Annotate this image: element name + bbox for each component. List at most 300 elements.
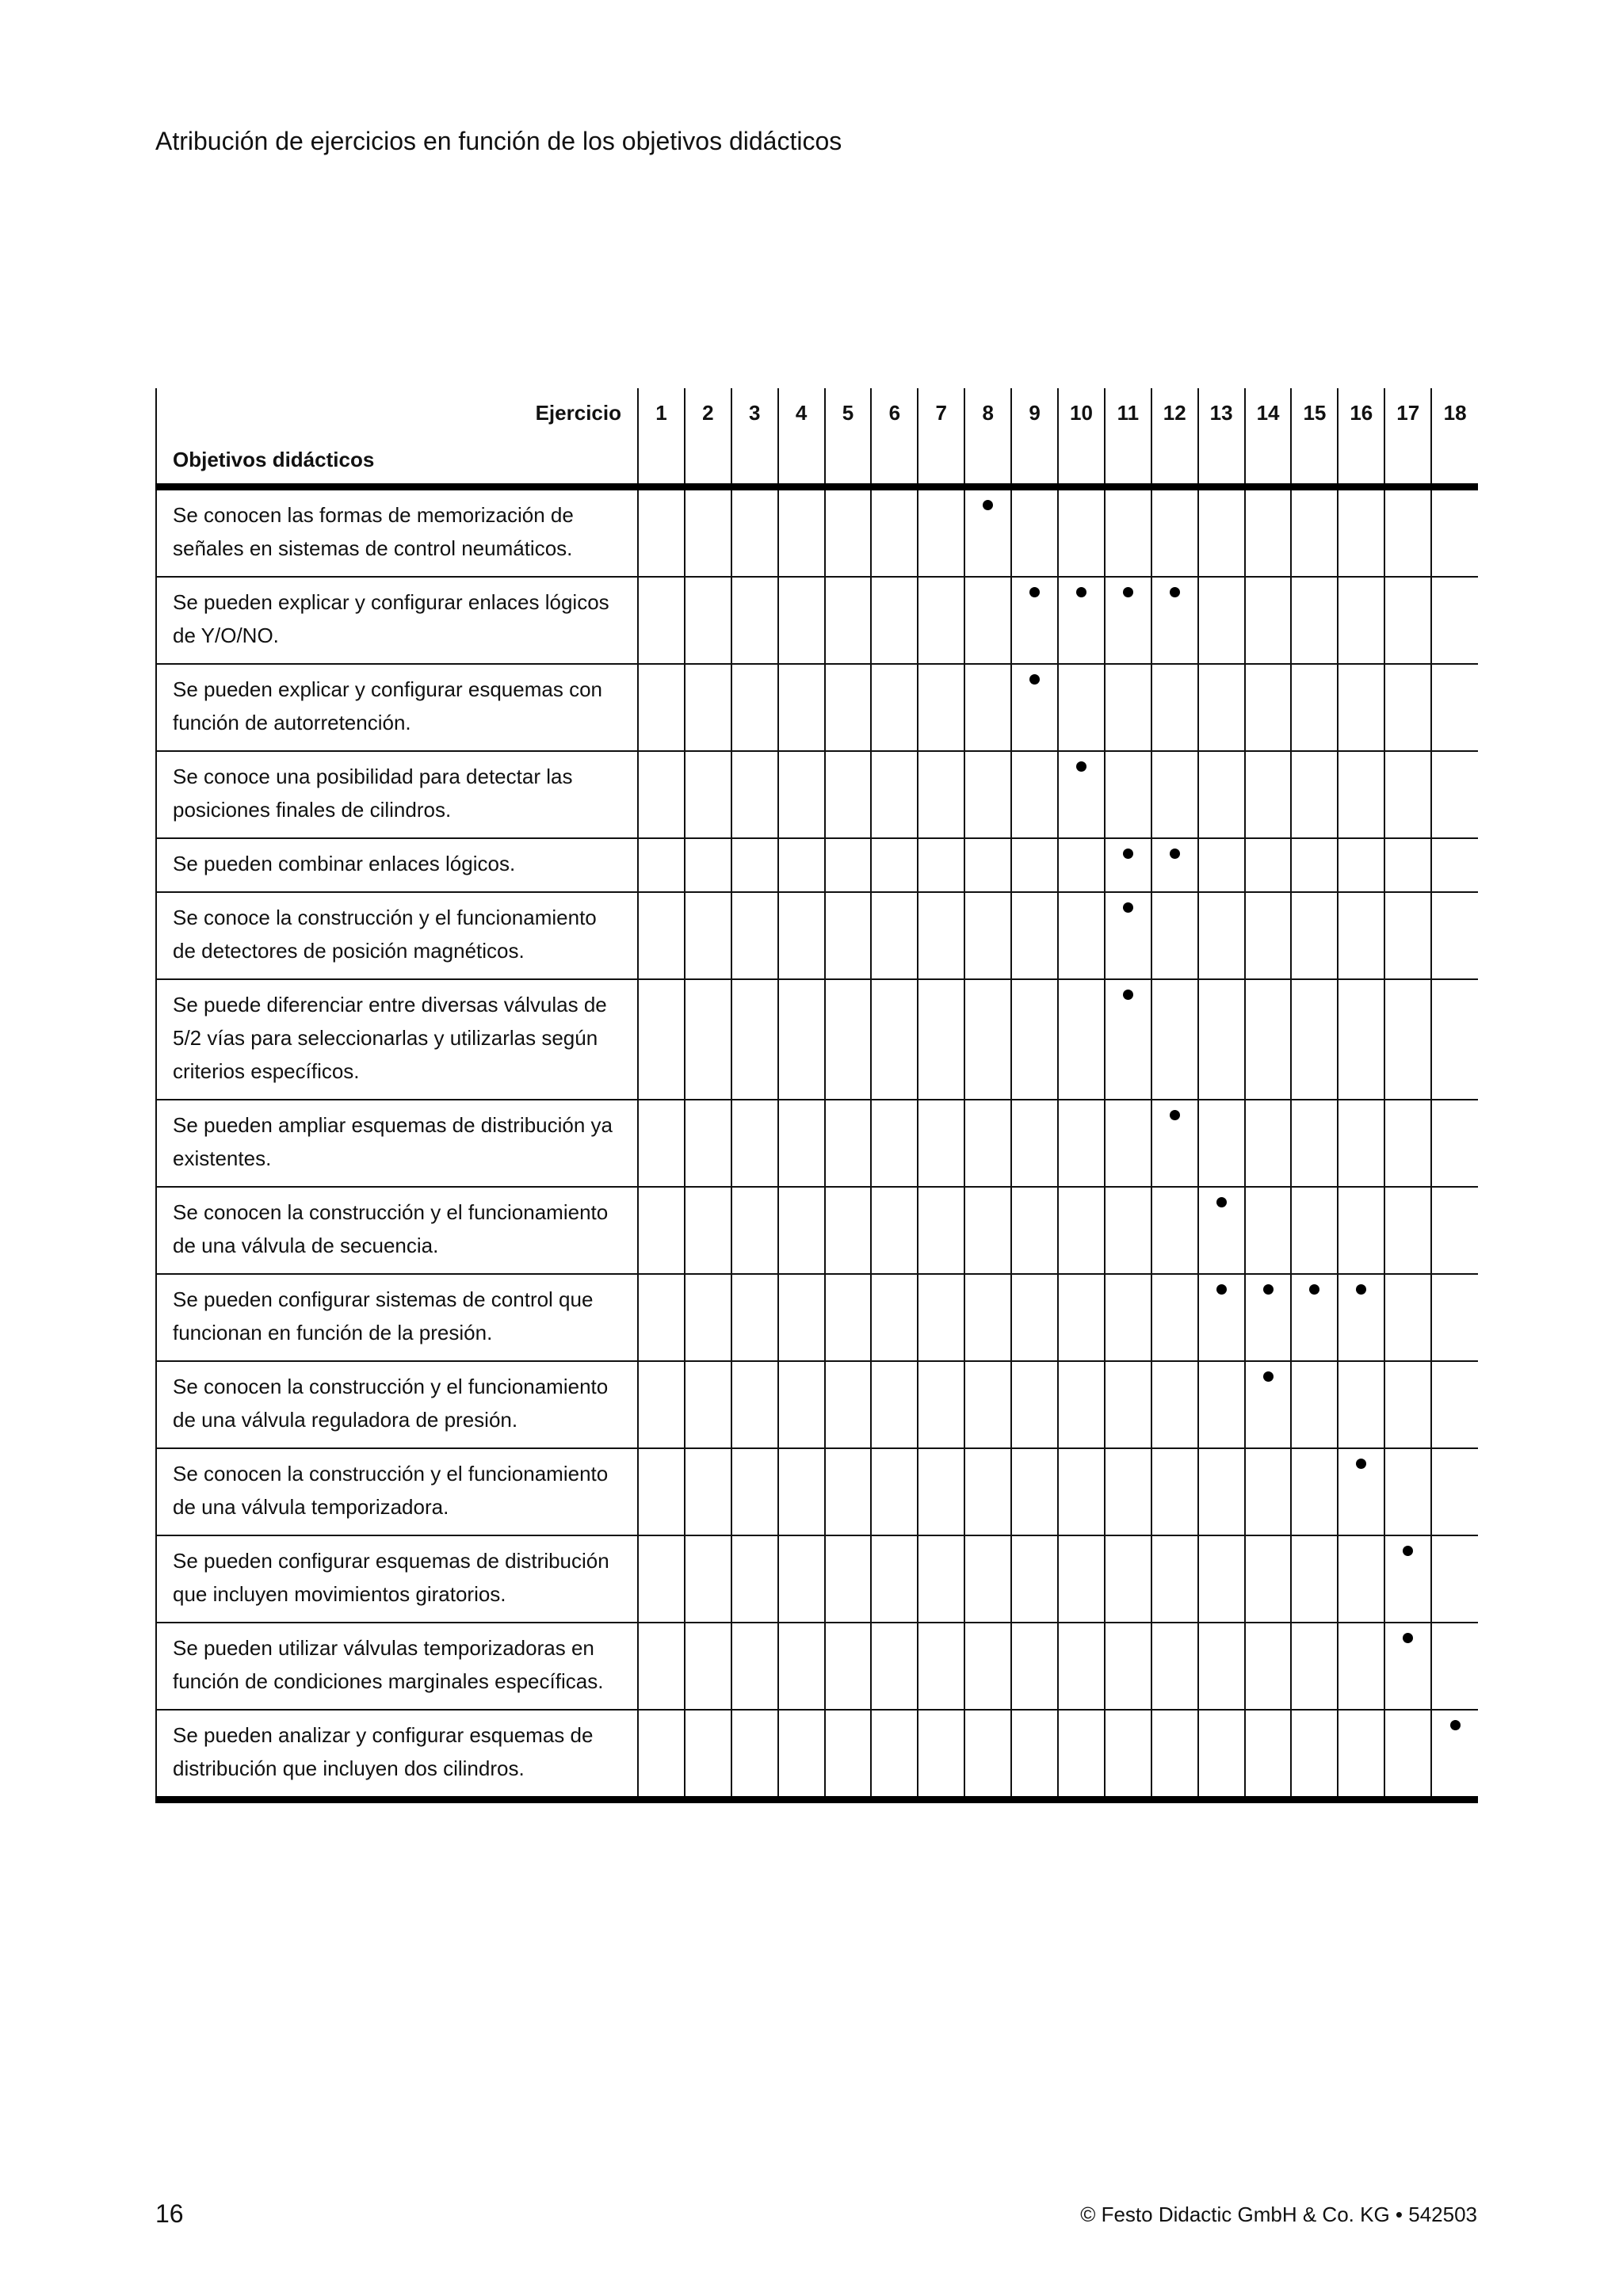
exercise-cell (1011, 577, 1058, 664)
exercise-cell (1058, 751, 1105, 838)
exercise-cell (825, 1187, 872, 1274)
exercise-cell (1151, 486, 1198, 577)
exercise-cell (1338, 751, 1384, 838)
exercise-cell (685, 486, 731, 577)
assignment-dot-icon (983, 500, 993, 510)
exercise-cell (964, 577, 1011, 664)
exercise-cell (1198, 751, 1245, 838)
exercise-cell (1384, 1710, 1431, 1800)
exercise-cell (1384, 1361, 1431, 1448)
objective-text: Se conoce la construcción y el funcionamiento de detectores de posición magnéticos. (156, 892, 638, 979)
table-row (156, 1535, 1478, 1623)
exercise-cell (825, 486, 872, 577)
exercise-cell (1245, 577, 1292, 664)
exercise-cell (871, 1361, 918, 1448)
objective-text: Se pueden ampliar esquemas de distribución ya existentes. (156, 1100, 638, 1187)
exercise-cell (731, 979, 778, 1100)
exercise-cell (638, 577, 685, 664)
assignment-dot-icon (1076, 587, 1086, 597)
exercise-cell (1151, 1710, 1198, 1800)
assignment-dot-icon (1029, 587, 1040, 597)
exercise-cell (1291, 1274, 1338, 1361)
exercise-cell (1245, 1535, 1292, 1623)
exercise-cell (778, 892, 825, 979)
exercise-number-header: 2 (685, 388, 731, 486)
exercise-number-header: 1 (638, 388, 685, 486)
exercise-cell (825, 577, 872, 664)
exercise-cell (1058, 1710, 1105, 1800)
exercise-cell (964, 1274, 1011, 1361)
assignment-dot-icon (1403, 1546, 1413, 1556)
assignment-dot-icon (1170, 1110, 1180, 1120)
exercise-cell (1151, 1361, 1198, 1448)
assignment-dot-icon (1309, 1284, 1319, 1295)
exercise-number-header: 10 (1058, 388, 1105, 486)
exercise-cell (1431, 1361, 1478, 1448)
exercise-cell (964, 1448, 1011, 1535)
exercise-cell (638, 1100, 685, 1187)
exercise-cell (918, 1448, 964, 1535)
exercise-cell (825, 1710, 872, 1800)
exercise-cell (825, 1448, 872, 1535)
header-corner-cell (156, 388, 638, 486)
exercise-cell (1291, 838, 1338, 892)
exercise-cell (871, 486, 918, 577)
exercise-cell (1151, 1274, 1198, 1361)
exercise-cell (1105, 1187, 1151, 1274)
exercise-cell (685, 1187, 731, 1274)
exercise-cell (685, 1100, 731, 1187)
exercise-cell (731, 577, 778, 664)
exercise-cell (1291, 664, 1338, 751)
exercise-cell (1151, 751, 1198, 838)
exercise-cell (685, 1623, 731, 1710)
copyright-notice: © Festo Didactic GmbH & Co. KG • 542503 (1080, 2203, 1477, 2226)
exercise-cell (1384, 664, 1431, 751)
exercise-cell (918, 838, 964, 892)
exercise-header: Ejercicio (535, 401, 621, 425)
exercise-cell (1198, 1361, 1245, 1448)
exercise-cell (1245, 486, 1292, 577)
exercise-cell (871, 1448, 918, 1535)
exercise-cell (638, 751, 685, 838)
exercise-cell (825, 1100, 872, 1187)
objectives-header: Objetivos didácticos (173, 447, 375, 471)
exercise-cell (1011, 1623, 1058, 1710)
exercise-cell (638, 979, 685, 1100)
exercise-cell (918, 1361, 964, 1448)
exercise-cell (778, 577, 825, 664)
exercise-cell (1431, 1100, 1478, 1187)
exercise-cell (1338, 1361, 1384, 1448)
objective-text: Se conocen la construcción y el funcionamiento de una válvula de secuencia. (156, 1187, 638, 1274)
exercise-cell (871, 664, 918, 751)
exercise-cell (685, 577, 731, 664)
exercise-cell (1105, 838, 1151, 892)
exercise-cell (731, 1623, 778, 1710)
exercise-cell (918, 1187, 964, 1274)
exercise-cell (1431, 751, 1478, 838)
exercise-cell (1384, 1187, 1431, 1274)
objective-text: Se conocen la construcción y el funcionamiento de una válvula temporizadora. (156, 1448, 638, 1535)
exercise-number-header: 14 (1245, 388, 1292, 486)
exercise-cell (964, 1710, 1011, 1800)
assignment-dot-icon (1170, 849, 1180, 859)
exercise-cell (1058, 1448, 1105, 1535)
exercise-cell (731, 1361, 778, 1448)
exercise-cell (1011, 486, 1058, 577)
exercise-cell (1058, 892, 1105, 979)
exercise-cell (1105, 979, 1151, 1100)
exercise-cell (731, 664, 778, 751)
exercise-cell (731, 486, 778, 577)
exercise-number-header: 4 (778, 388, 825, 486)
exercise-cell (871, 1274, 918, 1361)
exercise-number-header: 9 (1011, 388, 1058, 486)
exercise-number-header: 17 (1384, 388, 1431, 486)
exercise-cell (1338, 1623, 1384, 1710)
exercise-cell (1198, 1100, 1245, 1187)
exercise-cell (1338, 1535, 1384, 1623)
exercise-cell (1338, 838, 1384, 892)
exercise-cell (1384, 1535, 1431, 1623)
table-row (156, 1448, 1478, 1535)
exercise-cell (1198, 979, 1245, 1100)
objective-text: Se pueden configurar esquemas de distribución que incluyen movimientos giratorios. (156, 1535, 638, 1623)
exercise-cell (1431, 1535, 1478, 1623)
exercise-cell (1151, 1448, 1198, 1535)
exercise-number-header: 8 (964, 388, 1011, 486)
exercise-number-header: 5 (825, 388, 872, 486)
exercise-cell (685, 1535, 731, 1623)
exercise-cell (778, 838, 825, 892)
exercise-cell (1291, 979, 1338, 1100)
exercise-cell (1105, 1361, 1151, 1448)
exercise-cell (685, 1274, 731, 1361)
exercise-cell (1105, 577, 1151, 664)
exercise-cell (638, 486, 685, 577)
exercise-number-header: 11 (1105, 388, 1151, 486)
exercise-cell (1245, 751, 1292, 838)
exercise-cell (685, 979, 731, 1100)
exercise-cell (1291, 1710, 1338, 1800)
exercise-cell (1291, 751, 1338, 838)
exercise-number-header: 16 (1338, 388, 1384, 486)
assignment-dot-icon (1076, 761, 1086, 772)
table-row (156, 1100, 1478, 1187)
exercise-cell (1198, 1623, 1245, 1710)
exercise-cell (731, 892, 778, 979)
exercise-cell (825, 1623, 872, 1710)
objective-text: Se conoce una posibilidad para detectar las posiciones finales de cilindros. (156, 751, 638, 838)
exercise-cell (1011, 1187, 1058, 1274)
exercise-cell (1384, 751, 1431, 838)
exercise-cell (1105, 664, 1151, 751)
exercise-number-header: 13 (1198, 388, 1245, 486)
exercise-cell (1431, 1448, 1478, 1535)
assignment-dot-icon (1123, 902, 1133, 913)
exercise-cell (1151, 892, 1198, 979)
table-row (156, 838, 1478, 892)
exercise-cell (638, 1448, 685, 1535)
exercise-cell (1245, 1361, 1292, 1448)
exercise-cell (778, 1100, 825, 1187)
table-row (156, 1361, 1478, 1448)
exercise-cell (1058, 1623, 1105, 1710)
exercise-cell (1011, 1274, 1058, 1361)
exercise-cell (1431, 979, 1478, 1100)
exercise-number-header: 6 (871, 388, 918, 486)
exercise-cell (918, 1623, 964, 1710)
exercise-cell (1011, 892, 1058, 979)
exercise-cell (638, 1361, 685, 1448)
exercise-cell (1338, 892, 1384, 979)
exercise-cell (778, 1361, 825, 1448)
exercise-cell (1431, 1274, 1478, 1361)
exercise-cell (825, 664, 872, 751)
exercise-cell (731, 838, 778, 892)
exercise-cell (1151, 1535, 1198, 1623)
exercise-cell (1245, 1100, 1292, 1187)
exercise-cell (1431, 577, 1478, 664)
exercise-cell (1058, 1535, 1105, 1623)
exercise-cell (1105, 1623, 1151, 1710)
exercise-cell (1431, 838, 1478, 892)
exercise-cell (825, 892, 872, 979)
assignment-dot-icon (1123, 849, 1133, 859)
exercise-cell (1291, 1535, 1338, 1623)
page-number: 16 (155, 2199, 184, 2228)
exercise-cell (1058, 1187, 1105, 1274)
exercise-cell (638, 1710, 685, 1800)
exercise-cell (1105, 1274, 1151, 1361)
exercise-cell (638, 838, 685, 892)
exercise-cell (1011, 751, 1058, 838)
exercise-cell (825, 1535, 872, 1623)
assignment-dot-icon (1123, 990, 1133, 1000)
exercise-cell (964, 979, 1011, 1100)
exercise-cell (778, 1710, 825, 1800)
exercise-cell (778, 1623, 825, 1710)
exercise-number-header: 12 (1151, 388, 1198, 486)
exercise-cell (1431, 1623, 1478, 1710)
exercise-cell (1384, 486, 1431, 577)
exercise-cell (685, 838, 731, 892)
exercise-cell (871, 577, 918, 664)
exercise-cell (918, 751, 964, 838)
exercise-cell (1431, 1710, 1478, 1800)
exercise-number-header: 15 (1291, 388, 1338, 486)
objective-text: Se pueden explicar y configurar esquemas con función de autorretención. (156, 664, 638, 751)
exercise-cell (1384, 838, 1431, 892)
exercise-cell (964, 664, 1011, 751)
exercise-cell (1198, 1535, 1245, 1623)
exercise-cell (1245, 664, 1292, 751)
exercise-cell (964, 1623, 1011, 1710)
exercise-cell (1338, 979, 1384, 1100)
objective-text: Se pueden analizar y configurar esquemas de distribución que incluyen dos cilindros. (156, 1710, 638, 1800)
exercise-cell (778, 1187, 825, 1274)
exercise-cell (871, 751, 918, 838)
exercise-cell (1198, 838, 1245, 892)
exercise-cell (1384, 577, 1431, 664)
exercise-cell (871, 1535, 918, 1623)
exercise-cell (1431, 1187, 1478, 1274)
page-title: Atribución de ejercicios en función de los objetivos didácticos (155, 127, 842, 155)
exercise-cell (1338, 577, 1384, 664)
table-row (156, 1623, 1478, 1710)
exercise-cell (871, 1623, 918, 1710)
objective-text: Se pueden configurar sistemas de control que funcionan en función de la presión. (156, 1274, 638, 1361)
exercise-cell (1431, 664, 1478, 751)
exercise-cell (871, 979, 918, 1100)
assignment-dot-icon (1170, 587, 1180, 597)
objective-text: Se pueden explicar y configurar enlaces lógicos de Y/O/NO. (156, 577, 638, 664)
exercise-cell (1058, 486, 1105, 577)
assignment-dot-icon (1403, 1633, 1413, 1643)
exercise-cell (731, 1100, 778, 1187)
exercise-number-header: 3 (731, 388, 778, 486)
exercise-cell (1338, 1274, 1384, 1361)
exercise-cell (918, 1710, 964, 1800)
exercise-cell (731, 1187, 778, 1274)
exercise-cell (918, 577, 964, 664)
exercise-cell (964, 1187, 1011, 1274)
exercise-cell (1338, 1710, 1384, 1800)
exercise-cell (1011, 1361, 1058, 1448)
exercise-cell (685, 1361, 731, 1448)
exercise-cell (1198, 577, 1245, 664)
exercise-cell (778, 751, 825, 838)
exercise-cell (685, 892, 731, 979)
table-header-row (156, 388, 1478, 486)
exercise-cell (778, 1535, 825, 1623)
exercise-cell (1384, 1448, 1431, 1535)
exercise-cell (778, 664, 825, 751)
exercise-cell (825, 751, 872, 838)
exercise-cell (778, 1448, 825, 1535)
exercise-cell (964, 838, 1011, 892)
table-row (156, 979, 1478, 1100)
exercise-cell (1011, 1710, 1058, 1800)
objective-text: Se pueden utilizar válvulas temporizadoras en función de condiciones marginales específicas. (156, 1623, 638, 1710)
exercise-cell (871, 1187, 918, 1274)
exercise-cell (1198, 892, 1245, 979)
exercise-cell (1105, 1448, 1151, 1535)
assignment-dot-icon (1216, 1197, 1227, 1207)
exercise-cell (1245, 892, 1292, 979)
exercise-cell (1291, 892, 1338, 979)
exercise-cell (731, 1448, 778, 1535)
exercise-cell (1058, 1274, 1105, 1361)
exercise-cell (871, 1710, 918, 1800)
exercise-cell (731, 1710, 778, 1800)
exercise-cell (1338, 486, 1384, 577)
exercise-number-header: 7 (918, 388, 964, 486)
exercise-cell (1338, 664, 1384, 751)
exercise-cell (1105, 892, 1151, 979)
objective-text: Se pueden combinar enlaces lógicos. (156, 838, 638, 892)
exercise-cell (1338, 1448, 1384, 1535)
exercise-cell (731, 1274, 778, 1361)
exercise-cell (825, 1361, 872, 1448)
objectives-matrix-table (155, 388, 1478, 1803)
exercise-cell (638, 1623, 685, 1710)
exercise-cell (1384, 1623, 1431, 1710)
exercise-cell (685, 1710, 731, 1800)
exercise-cell (1338, 1187, 1384, 1274)
exercise-cell (1105, 486, 1151, 577)
table-row (156, 1274, 1478, 1361)
table-row (156, 486, 1478, 577)
table-row (156, 577, 1478, 664)
exercise-cell (871, 838, 918, 892)
exercise-cell (638, 892, 685, 979)
exercise-cell (1291, 486, 1338, 577)
exercise-cell (1105, 751, 1151, 838)
exercise-cell (1151, 1623, 1198, 1710)
exercise-cell (918, 1535, 964, 1623)
exercise-cell (964, 1361, 1011, 1448)
exercise-cell (1198, 1710, 1245, 1800)
assignment-dot-icon (1450, 1720, 1461, 1730)
exercise-cell (1245, 1448, 1292, 1535)
exercise-cell (1291, 577, 1338, 664)
exercise-cell (1105, 1100, 1151, 1187)
exercise-cell (918, 486, 964, 577)
exercise-cell (964, 486, 1011, 577)
exercise-cell (1011, 1100, 1058, 1187)
exercise-cell (1011, 664, 1058, 751)
exercise-cell (1011, 1448, 1058, 1535)
assignment-dot-icon (1029, 674, 1040, 685)
exercise-cell (1151, 1187, 1198, 1274)
exercise-cell (1291, 1100, 1338, 1187)
table-row (156, 1710, 1478, 1800)
exercise-cell (871, 892, 918, 979)
exercise-cell (1151, 838, 1198, 892)
exercise-cell (1151, 577, 1198, 664)
assignment-dot-icon (1263, 1284, 1274, 1295)
objective-text: Se puede diferenciar entre diversas válvulas de 5/2 vías para seleccionarlas y utilizarlas según criterios específicos. (156, 979, 638, 1100)
exercise-cell (1011, 979, 1058, 1100)
exercise-cell (1198, 664, 1245, 751)
exercise-cell (1151, 1100, 1198, 1187)
exercise-cell (1384, 892, 1431, 979)
exercise-cell (1058, 838, 1105, 892)
exercise-cell (918, 892, 964, 979)
exercise-cell (918, 1274, 964, 1361)
assignment-dot-icon (1123, 587, 1133, 597)
exercise-cell (1245, 1710, 1292, 1800)
exercise-cell (825, 979, 872, 1100)
exercise-cell (1058, 1361, 1105, 1448)
exercise-cell (1384, 1100, 1431, 1187)
exercise-cell (778, 979, 825, 1100)
exercise-cell (1291, 1623, 1338, 1710)
exercise-cell (1245, 979, 1292, 1100)
exercise-cell (1245, 838, 1292, 892)
exercise-cell (1011, 838, 1058, 892)
exercise-cell (731, 1535, 778, 1623)
table-row (156, 664, 1478, 751)
exercise-cell (685, 1448, 731, 1535)
exercise-cell (825, 1274, 872, 1361)
table-row (156, 892, 1478, 979)
exercise-cell (778, 486, 825, 577)
exercise-cell (1245, 1274, 1292, 1361)
exercise-cell (918, 1100, 964, 1187)
